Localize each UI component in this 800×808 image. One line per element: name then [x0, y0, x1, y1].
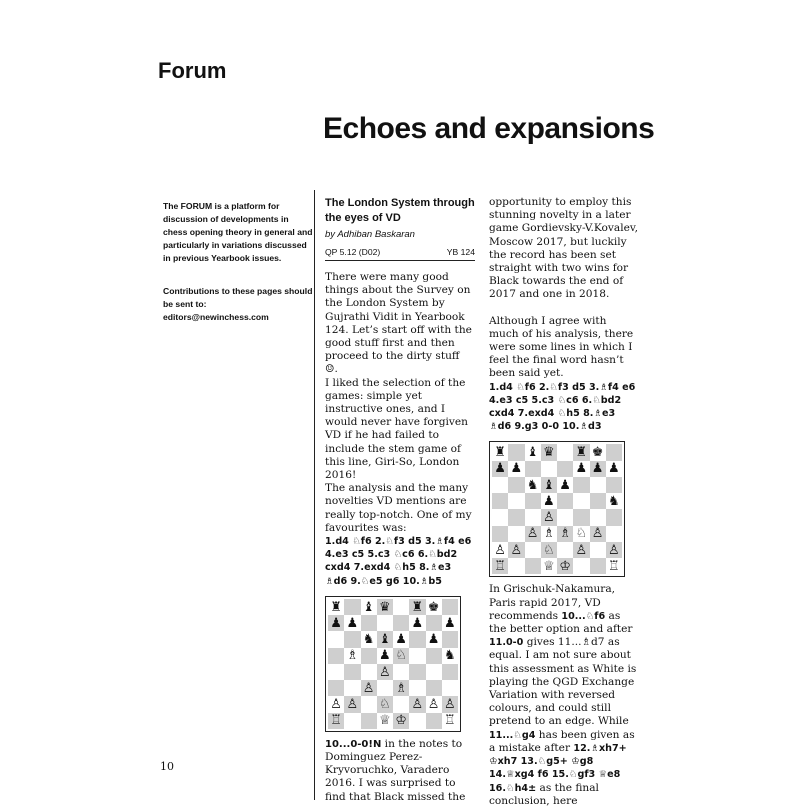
- board-square: [442, 615, 458, 631]
- chess-piece: ♙: [362, 680, 375, 696]
- board-square: [573, 461, 589, 477]
- board-square: [573, 477, 589, 493]
- paragraph-text: has been given as a mistake after: [489, 728, 635, 754]
- board-square: [573, 542, 589, 558]
- board-square: [409, 631, 425, 647]
- board-square: [344, 713, 360, 729]
- chess-piece: ♘: [379, 697, 391, 712]
- chess-piece: ♞: [608, 493, 620, 509]
- chess-piece: ♟: [395, 632, 407, 647]
- board-square: [426, 599, 442, 615]
- board-square: [377, 680, 393, 696]
- chess-piece: ♛: [379, 599, 391, 615]
- board-square: [393, 713, 409, 729]
- board-square: [328, 631, 344, 647]
- board-square: [426, 680, 442, 696]
- board-square: [606, 526, 622, 542]
- board-square: [525, 558, 541, 574]
- board-square: [361, 696, 377, 712]
- board-square: [442, 696, 458, 712]
- chess-piece: ♜: [494, 445, 506, 461]
- chess-piece: ♞: [362, 632, 375, 647]
- board-square: [361, 599, 377, 615]
- move-sequence: 1.d4 ♘f6 2.♘f3 d5 3.♗f4 e6 4.e3 c5 5.c3 ♘c6 6.♘bd2 cxd4 7.exd4 ♘h5 8.♗e3 ♗d6 9.♘e5 g6 10.♗b5: [325, 536, 472, 587]
- chess-piece: ♗: [395, 680, 407, 696]
- chess-piece: ♝: [362, 599, 375, 615]
- board-square: [557, 542, 573, 558]
- chess-board: [328, 599, 458, 729]
- chess-piece: ♙: [444, 697, 456, 712]
- board-square: [573, 444, 589, 460]
- board-square: [361, 713, 377, 729]
- chess-piece: ♖: [444, 713, 456, 729]
- board-square: [492, 477, 508, 493]
- chess-piece: ♟: [427, 632, 440, 647]
- chess-piece: ♝: [543, 477, 555, 493]
- board-square: [525, 477, 541, 493]
- board-square: [492, 558, 508, 574]
- board-square: [426, 631, 442, 647]
- chess-piece: ♙: [510, 542, 523, 558]
- board-square: [590, 493, 606, 509]
- headline: Echoes and expansions: [323, 112, 655, 145]
- board-square: [557, 526, 573, 542]
- chess-piece: ♟: [379, 648, 391, 664]
- chess-piece: ♞: [444, 648, 456, 664]
- chess-piece: ♝: [526, 445, 539, 461]
- chess-piece: ♖: [330, 713, 342, 729]
- chess-piece: ♟: [608, 461, 620, 477]
- chess-piece: ♔: [559, 558, 571, 574]
- board-square: [426, 696, 442, 712]
- board-square: [573, 526, 589, 542]
- board-square: [328, 648, 344, 664]
- board-square: [361, 631, 377, 647]
- opening-code: QP 5.12 (D02): [325, 247, 381, 257]
- board-square: [393, 664, 409, 680]
- article-body-2: [325, 738, 475, 804]
- move-text: 10...♘f6: [561, 610, 606, 622]
- article-body-3: [489, 196, 639, 433]
- board-square: [377, 631, 393, 647]
- board-square: [344, 696, 360, 712]
- board-square: [426, 615, 442, 631]
- board-square: [492, 493, 508, 509]
- paragraph-text: In Grischuk-Nakamura, Paris rapid 2017, VD recommends: [489, 583, 616, 622]
- board-square: [508, 558, 524, 574]
- board-square: [606, 493, 622, 509]
- chess-piece: ♜: [330, 599, 342, 615]
- board-square: [328, 680, 344, 696]
- move-text: 11.0-0: [489, 637, 524, 649]
- page-number: 10: [160, 760, 174, 773]
- board-square: [557, 509, 573, 525]
- board-square: [590, 509, 606, 525]
- board-square: [344, 648, 360, 664]
- chess-piece: ♕: [543, 558, 555, 574]
- board-square: [377, 599, 393, 615]
- paragraph: Although I agree with much of his analysis, there were some lines in which I feel the final word hasn’t been said yet.: [489, 314, 634, 380]
- board-square: [590, 558, 606, 574]
- board-square: [541, 558, 557, 574]
- board-square: [492, 542, 508, 558]
- paragraph: There were many good things about the Survey on the London System by Gujrathi Vidit in Yearbook 124. Let’s start off with the good stuff first and then proceed to the dirty stuff ☺.: [325, 271, 472, 376]
- board-square: [508, 526, 524, 542]
- paragraph-text: as the final conclusion, here: [489, 781, 599, 807]
- board-square: [361, 615, 377, 631]
- board-square: [442, 664, 458, 680]
- chess-piece: ♚: [591, 445, 604, 461]
- board-square: [442, 680, 458, 696]
- board-square: [590, 526, 606, 542]
- chess-piece: ♘: [575, 526, 588, 542]
- board-square: [525, 444, 541, 460]
- board-square: [541, 526, 557, 542]
- board-square: [344, 631, 360, 647]
- chess-piece: ♟: [591, 461, 604, 477]
- chess-piece: ♙: [608, 542, 620, 558]
- board-square: [525, 526, 541, 542]
- board-square: [328, 599, 344, 615]
- board-square: [541, 444, 557, 460]
- sidebar-note: [163, 200, 313, 344]
- paragraph-text: in the notes to Dominguez Perez-Kryvoruchko, Varadero 2016. I was surprised to find that Black missed the: [325, 737, 466, 803]
- chess-piece: ♟: [494, 461, 506, 477]
- board-square: [541, 509, 557, 525]
- yearbook-ref: YB 124: [446, 247, 475, 257]
- chess-piece: ♗: [543, 526, 555, 542]
- board-square: [328, 696, 344, 712]
- chess-piece: ♟: [330, 615, 342, 631]
- move-text: 10...0-0!N: [325, 738, 382, 750]
- board-square: [590, 542, 606, 558]
- board-square: [361, 664, 377, 680]
- paragraph: The analysis and the many novelties VD mentions are really top-notch. One of my favourites was:: [325, 482, 472, 534]
- chess-piece: ♘: [395, 648, 407, 664]
- paragraph: [325, 738, 475, 804]
- chess-piece: ♔: [395, 713, 407, 729]
- paragraph: opportunity to employ this stunning novelty in a later game Gordievsky-V.Kovalev, Moscow 2017, but luckily the record has been set straight with two wins for Black towards the end of 2017 and one in 2018.: [489, 196, 638, 301]
- article-body-1: [325, 271, 475, 588]
- board-square: [442, 631, 458, 647]
- chess-piece: ♟: [346, 615, 359, 631]
- board-square: [590, 477, 606, 493]
- move-sequence: 1.d4 ♘f6 2.♘f3 d5 3.♗f4 e6 4.e3 c5 5.c3 ♘c6 6.♘bd2 cxd4 7.exd4 ♘h5 8.♗e3 ♗d6 9.g3 0-0 10.♗d3: [489, 381, 636, 433]
- board-square: [361, 648, 377, 664]
- board-square: [573, 493, 589, 509]
- board-square: [393, 680, 409, 696]
- board-square: [442, 599, 458, 615]
- board-square: [590, 461, 606, 477]
- board-square: [344, 680, 360, 696]
- board-square: [409, 664, 425, 680]
- chess-piece: ♜: [411, 599, 424, 615]
- board-square: [508, 477, 524, 493]
- board-square: [525, 461, 541, 477]
- board-square: [377, 648, 393, 664]
- chess-piece: ♙: [543, 510, 555, 526]
- chess-diagram-1: [325, 596, 461, 732]
- chess-piece: ♙: [427, 697, 440, 712]
- chess-piece: ♟: [543, 493, 555, 509]
- board-square: [426, 664, 442, 680]
- chess-piece: ♙: [330, 697, 342, 712]
- board-square: [393, 648, 409, 664]
- paragraph-text: gives 11...♗d7 as equal. I am not sure about this assessment as White is playing the QGD Exchange Variation with reversed colours, and could still pretend to an edge. While: [489, 636, 637, 728]
- opening-code-row: [325, 247, 475, 261]
- chess-piece: ♟: [559, 477, 571, 493]
- board-square: [606, 558, 622, 574]
- move-text: 11...♘g4: [489, 729, 536, 741]
- board-square: [557, 461, 573, 477]
- board-square: [393, 615, 409, 631]
- chess-piece: ♘: [543, 542, 555, 558]
- board-square: [541, 493, 557, 509]
- board-square: [557, 444, 573, 460]
- article-title: The London System through the eyes of VD: [325, 197, 475, 224]
- board-square: [606, 461, 622, 477]
- move-text: 12.♗xh7+ ♔xh7 13.♘g5+ ♔g8 14.♕xg4 f6 15.♘gf3 ♕e8 16.♘h4±: [489, 742, 627, 794]
- board-square: [541, 461, 557, 477]
- board-square: [541, 477, 557, 493]
- board-square: [426, 648, 442, 664]
- chess-piece: ♛: [543, 445, 555, 461]
- board-square: [393, 631, 409, 647]
- chess-piece: ♞: [526, 477, 539, 493]
- chess-piece: ♗: [346, 648, 359, 664]
- paragraph-text: as the better option and after: [489, 609, 633, 636]
- board-square: [525, 493, 541, 509]
- chess-piece: ♖: [608, 558, 620, 574]
- board-square: [409, 648, 425, 664]
- board-square: [590, 444, 606, 460]
- chess-piece: ♟: [411, 615, 424, 631]
- board-square: [377, 664, 393, 680]
- forum-intro: The FORUM is a platform for discussion of developments in chess opening theory in general and particularly in variations discussed in previous Yearbook issues.: [163, 201, 313, 263]
- board-square: [541, 542, 557, 558]
- contributions-note: Contributions to these pages should be sent to: editors@newinchess.com: [163, 286, 313, 322]
- board-square: [508, 542, 524, 558]
- chess-piece: ♟: [510, 461, 523, 477]
- board-square: [328, 713, 344, 729]
- board-square: [508, 493, 524, 509]
- paragraph: [489, 583, 639, 807]
- board-square: [409, 680, 425, 696]
- board-square: [508, 444, 524, 460]
- board-square: [344, 599, 360, 615]
- board-square: [377, 615, 393, 631]
- byline: by Adhiban Baskaran: [325, 229, 415, 240]
- board-square: [328, 615, 344, 631]
- board-square: [508, 509, 524, 525]
- chess-piece: ♙: [379, 664, 391, 680]
- chess-piece: ♖: [494, 558, 506, 574]
- board-square: [409, 696, 425, 712]
- board-square: [442, 648, 458, 664]
- board-square: [525, 542, 541, 558]
- board-square: [606, 509, 622, 525]
- board-square: [492, 444, 508, 460]
- chess-piece: ♙: [346, 697, 359, 712]
- chess-piece: ♜: [575, 445, 588, 461]
- chess-piece: ♕: [379, 713, 391, 729]
- chess-piece: ♙: [591, 526, 604, 542]
- article-column-1: [325, 196, 475, 804]
- board-square: [409, 713, 425, 729]
- board-square: [426, 713, 442, 729]
- board-square: [557, 558, 573, 574]
- board-square: [393, 599, 409, 615]
- board-square: [409, 615, 425, 631]
- board-square: [525, 509, 541, 525]
- board-square: [606, 477, 622, 493]
- board-square: [361, 680, 377, 696]
- column-divider: [314, 190, 315, 800]
- board-square: [492, 509, 508, 525]
- board-square: [409, 599, 425, 615]
- board-square: [328, 664, 344, 680]
- board-square: [377, 713, 393, 729]
- board-square: [606, 542, 622, 558]
- article-body-4: [489, 583, 639, 807]
- chess-piece: ♙: [575, 542, 588, 558]
- chess-piece: ♝: [379, 632, 391, 647]
- board-square: [393, 696, 409, 712]
- board-square: [442, 713, 458, 729]
- chess-piece: ♙: [411, 697, 424, 712]
- chess-board: [492, 444, 622, 574]
- board-square: [606, 444, 622, 460]
- board-square: [344, 664, 360, 680]
- paragraph: I liked the selection of the games: simple yet instructive ones, and I would never have forgiven VD if he had failed to include the stem game of this line, Giri-So, London 2016!: [325, 376, 468, 482]
- chess-diagram-2: [489, 441, 625, 577]
- board-square: [573, 558, 589, 574]
- board-square: [573, 509, 589, 525]
- chess-piece: ♟: [575, 461, 588, 477]
- board-square: [557, 493, 573, 509]
- board-square: [344, 615, 360, 631]
- chess-piece: ♚: [427, 599, 440, 615]
- chess-piece: ♗: [559, 526, 571, 542]
- section-title: Forum: [158, 58, 227, 83]
- board-square: [508, 461, 524, 477]
- chess-piece: ♙: [526, 526, 539, 542]
- board-square: [492, 461, 508, 477]
- board-square: [557, 477, 573, 493]
- board-square: [492, 526, 508, 542]
- chess-piece: ♟: [444, 615, 456, 631]
- board-square: [377, 696, 393, 712]
- article-column-2: [489, 196, 639, 808]
- chess-piece: ♙: [494, 542, 506, 558]
